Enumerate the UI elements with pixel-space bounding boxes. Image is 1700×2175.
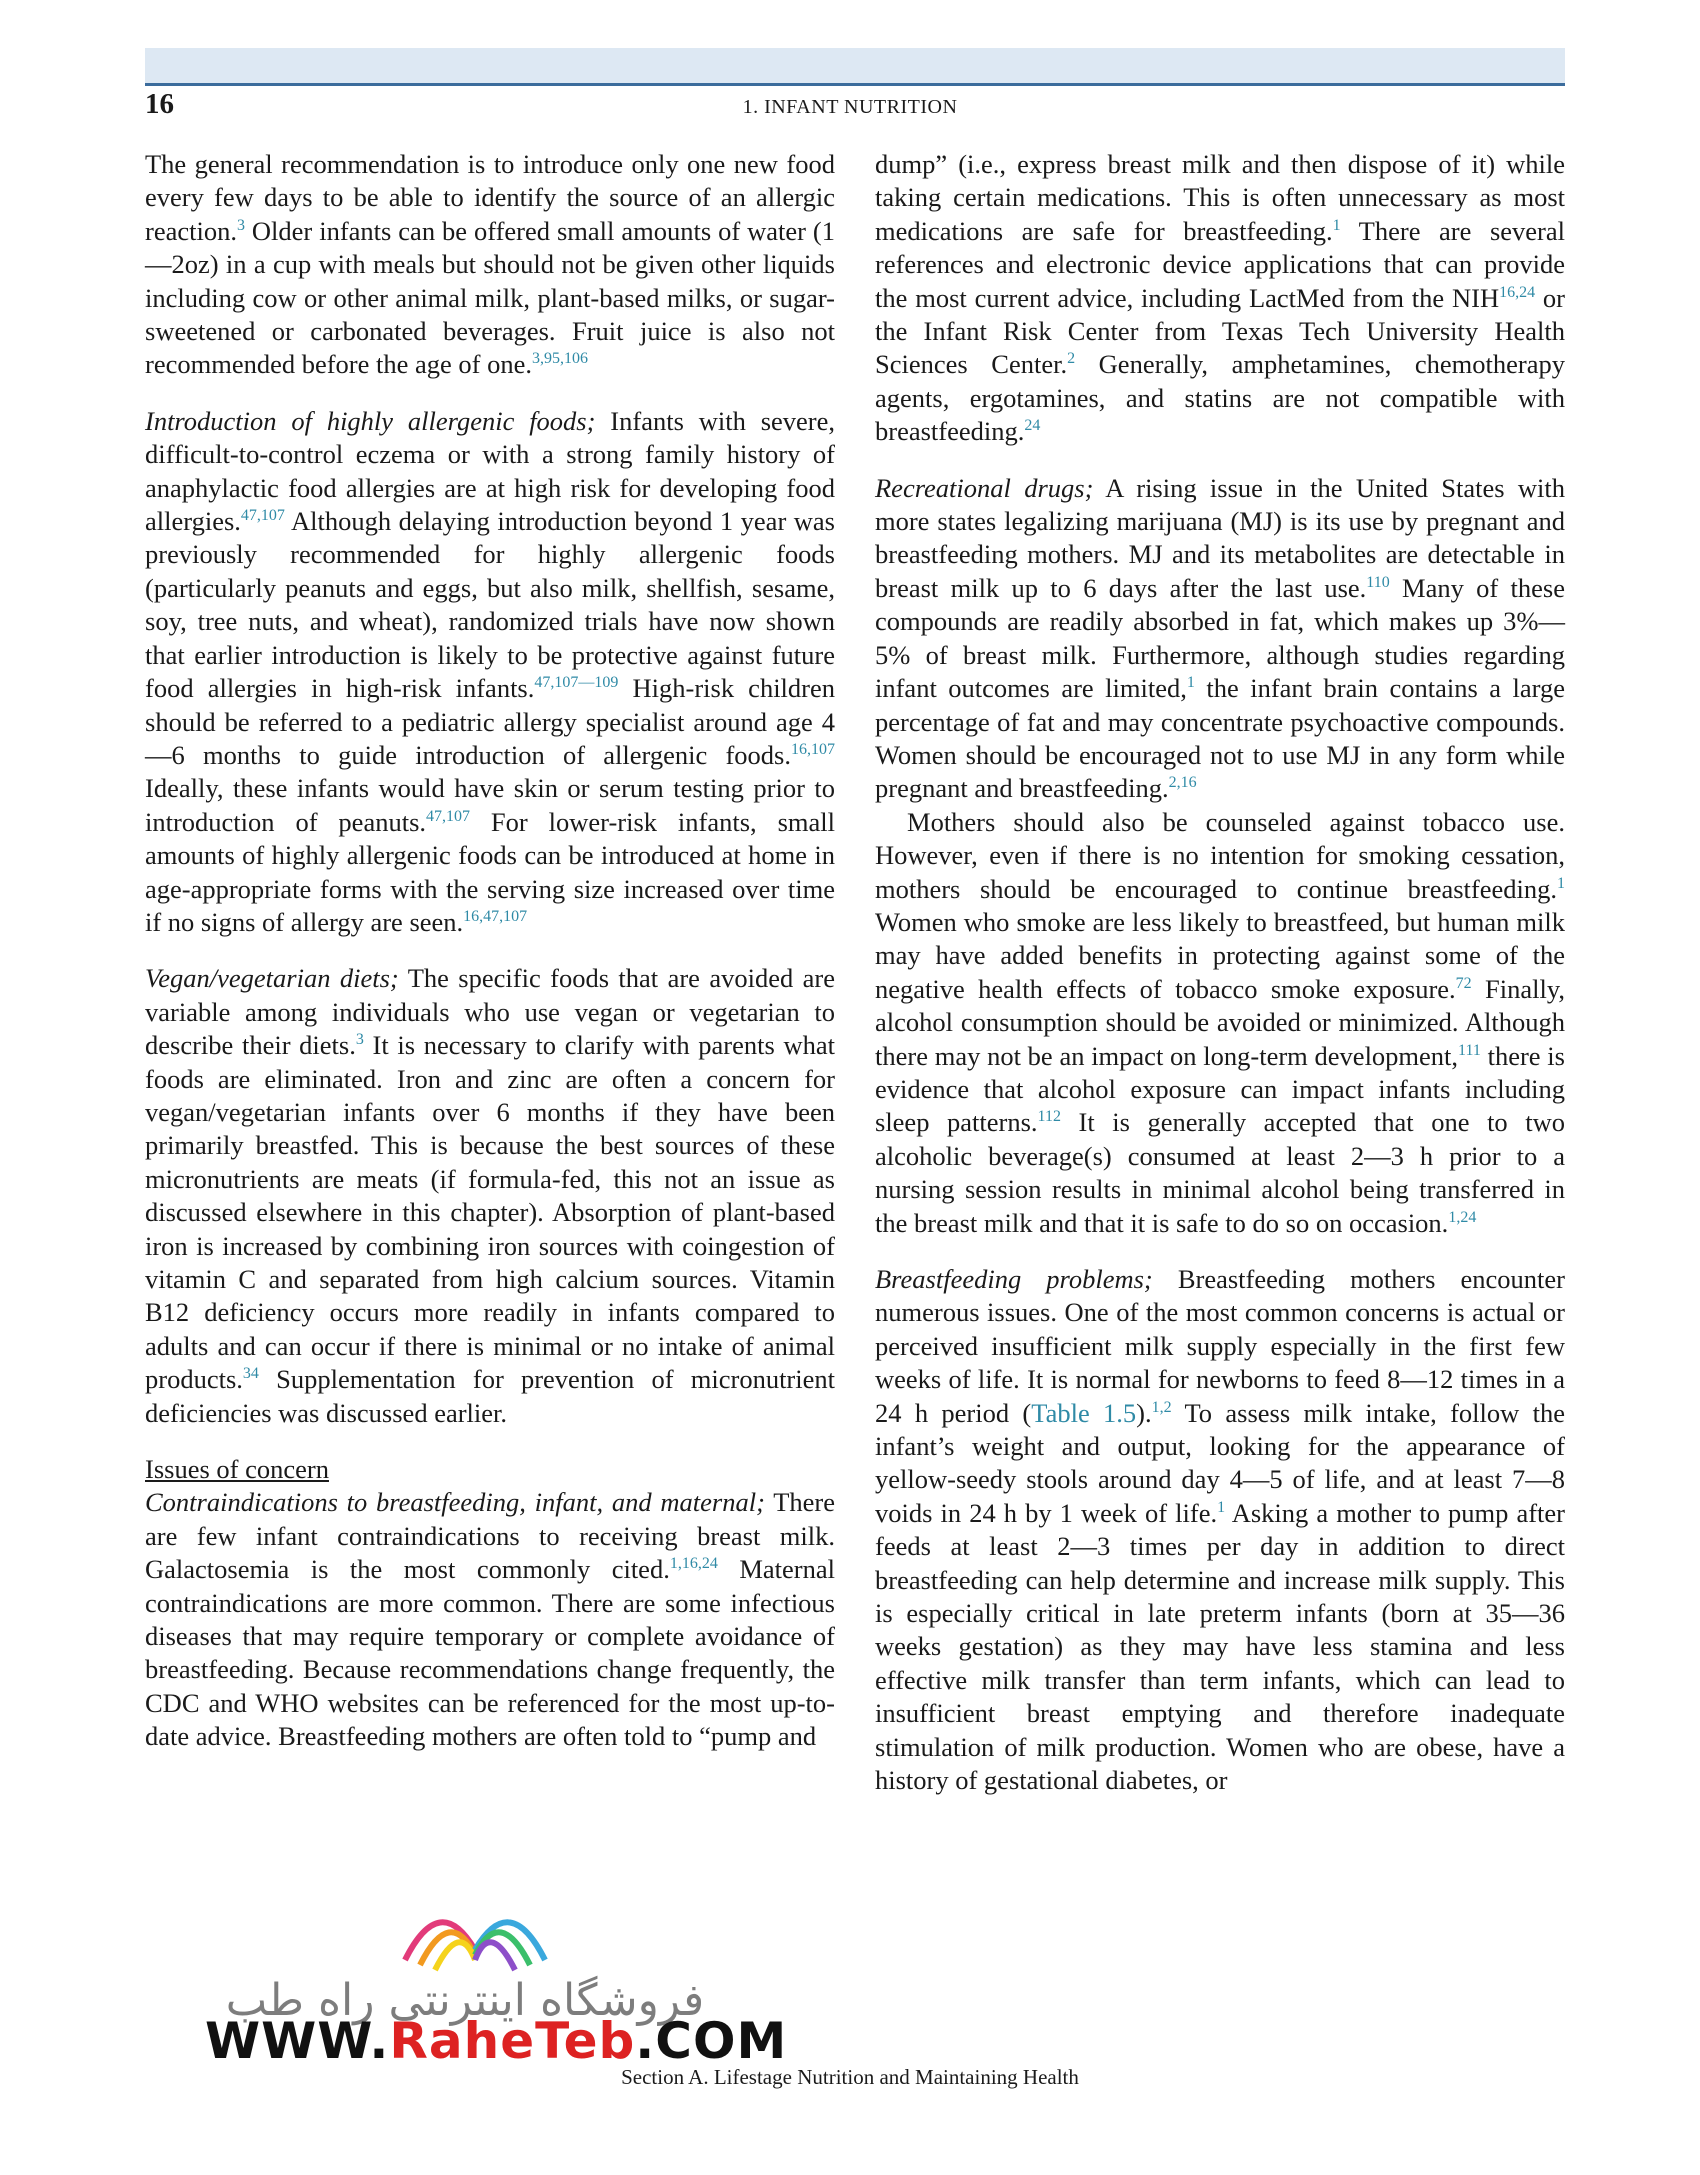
run-in-heading: Introduction of highly allergenic foods; xyxy=(145,405,596,436)
left-column xyxy=(145,148,835,1754)
citation[interactable]: 2,16 xyxy=(1168,774,1197,792)
citation[interactable]: 34 xyxy=(242,1365,259,1383)
citation[interactable]: 47,107 xyxy=(240,507,285,525)
citation[interactable]: 16,107 xyxy=(791,740,835,758)
citation[interactable]: 24 xyxy=(1024,417,1041,435)
right-column xyxy=(875,148,1565,1798)
citation[interactable]: 3 xyxy=(355,1031,364,1049)
paragraph: Introduction of highly allergenic foods; Infants with severe, difficult-to-control eczema or with a strong family history of anaphylactic food allergies are at high risk for developing food allergies.$^{47,107}$ Although delaying introduction beyond 1 year was previously recommended for highly allergenic foods (particularly peanuts and eggs, but also milk, shellfish, sesame, soy, tree nuts, and wheat), randomized trials have now shown that earlier introduction is likely to be protective against future food allergies in high-risk infants.$^{47,107—109}$ High-risk children should be referred to a pediatric allergy specialist around age 4—6 months to guide introduction of allergenic foods.$^{16,107}$ Ideally, these infants would have skin or serum testing prior to introduction of peanuts.$^{47,107}$ For lower-risk infants, small amounts of highly allergenic foods can be introduced at home in age-appropriate forms with the serving size increased over time if no signs of allergy are seen.$^{16,47,107}$ xyxy=(145,405,836,937)
citation[interactable]: 47,107 xyxy=(426,807,471,825)
citation[interactable]: 72 xyxy=(1455,974,1472,992)
paragraph: The general recommendation is to introduce only one new food every few days to be able to identify the source of an allergic reaction.$^3$ Older infants can be offered small amounts of water (1—2oz) in a cup with meals but should not be given other liquids including cow or other animal milk, plant-based milks, or sugar-sweetened or carbonated beverages. Fruit juice is also not recommended before the age of one.$^{3,95,106}$ xyxy=(145,149,835,380)
page-number: 16 xyxy=(145,88,174,120)
run-in-heading: Breastfeeding problems; xyxy=(875,1264,1153,1294)
citation[interactable]: 110 xyxy=(1366,573,1390,591)
book-icon xyxy=(405,1922,545,1970)
running-head: 1. INFANT NUTRITION xyxy=(742,96,958,118)
citation[interactable]: 111 xyxy=(1458,1041,1481,1059)
paragraph: Mothers should also be counseled against tobacco use. However, even if there is no intention for smoking cessation, mothers should be encouraged to continue breastfeeding.$^1$ Women who smoke are less likely to breastfeed, but human milk may have added benefits in protecting against some of the negative health effects of tobacco smoke exposure.$^{72}$ Finally, alcohol consumption should be avoided or minimized. Although there may not be an impact on long-term development,$^{111}$ there is evidence that alcohol exposure can impact infants including sleep patterns.$^{112}$ It is generally accepted that one to two alcoholic beverage(s) consumed at least 2—3 h prior to a nursing session results in minimal alcohol being transferred in the breast milk and that it is safe to do so on occasion.$^{1,24}$ xyxy=(875,806,1566,1238)
citation[interactable]: 16,47,107 xyxy=(463,907,528,925)
citation[interactable]: 1 xyxy=(1217,1498,1226,1516)
citation[interactable]: 1,16,24 xyxy=(669,1555,718,1573)
run-in-heading: Vegan/vegetarian diets; xyxy=(145,963,399,994)
paragraph: Vegan/vegetarian diets; The specific foods that are avoided are variable among individuals who use vegan or vegetarian to describe their diets.$^3$ It is necessary to clarify with parents what foods are eliminated. Iron and zinc are often a concern for vegan/vegetarian infants over 6 months if they have been primarily breastfed. This is because the best sources of these micronutrients are meats (if formula-fed, this not an issue as discussed elsewhere in this chapter). Absorption of plant-based iron is increased by combining iron sources with coingestion of vitamin C and separated from high calcium sources. Vitamin B12 deficiency occurs more readily in infants compared to adults and can occur if there is minimal or no intake of animal products.$^{34}$ Supplementation for prevention of micronutrient deficiencies was discussed earlier. xyxy=(145,963,836,1428)
header-bar xyxy=(145,48,1565,86)
watermark-url: WWW.RaheTeb.COM xyxy=(205,2012,788,2070)
citation[interactable]: 3,95,106 xyxy=(532,350,589,368)
paragraph: Breastfeeding problems; Breastfeeding mothers encounter numerous issues. One of the most common concerns is actual or perceived insufficient milk supply especially in the first few weeks of life. It is normal for newborns to feed 8—12 times in a 24 h period (Table 1.5).$^{1,2}$ To assess milk intake, follow the infant’s weight and output, looking for the appearance of yellow-seedy stools around day 4—5 of life, and at least 7—8 voids in 24 h by 1 week of life.$^1$ Asking a mother to pump after feeds at least 2—3 times per day in addition to direct breastfeeding can help determine and increase milk supply. This is especially critical in late preterm infants (born at 35—36 weeks gestation) as they may have less stamina and less effective milk transfer than term infants, which can lead to insufficient breast emptying and therefore inadequate stimulation of milk production. Women who are obese, have a history of gestational diabetes, or xyxy=(875,1264,1565,1796)
citation[interactable]: 2 xyxy=(1067,350,1076,368)
citation[interactable]: 3 xyxy=(236,216,245,234)
section-heading: Issues of concern xyxy=(145,1454,329,1485)
paragraph: Contraindications to breastfeeding, infant, and maternal; There are few infant contraindications to receiving breast milk. Galactosemia is the most commonly cited.$^{1,16,24}$ Maternal contraindications are more common. There are some infectious diseases that may require temporary or complete avoidance of breastfeeding. Because recommendations change frequently, the CDC and WHO websites can be referenced for the most up-to-date advice. Breastfeeding mothers are often told to “pump and xyxy=(145,1487,835,1752)
citation[interactable]: 112 xyxy=(1037,1108,1061,1126)
watermark-persian-text: فروشگاه اینترنتی راه طب xyxy=(225,1975,705,2026)
citation[interactable]: 1 xyxy=(1557,874,1565,892)
table-link[interactable]: Table 1.5 xyxy=(1031,1397,1137,1428)
citation[interactable]: 1 xyxy=(1332,216,1341,234)
citation[interactable]: 1 xyxy=(1186,674,1195,692)
paragraph: dump” (i.e., express breast milk and then dispose of it) while taking certain medications. This is often unnecessary as most medications are safe for breastfeeding.$^1$ There are several references and electronic device applications that can provide the most current advice, including LactMed from the NIH$^{16,24}$ or the Infant Risk Center from Texas Tech University Health Sciences Center.$^2$ Generally, amphetamines, chemotherapy agents, ergotamines, and statins are not compatible with breastfeeding.$^{24}$ xyxy=(875,149,1565,447)
run-in-heading: Contraindications to breastfeeding, infant, and maternal; xyxy=(145,1487,765,1518)
run-in-heading: Recreational drugs; xyxy=(875,472,1094,503)
paragraph: Recreational drugs; A rising issue in the United States with more states legalizing marijuana (MJ) is its use by pregnant and breastfeeding mothers. MJ and its metabolites are detectable in breast milk up to 6 days after the last use.$^{110}$ Many of these compounds are readily absorbed in fat, which makes up 3%—5% of breast milk. Furthermore, although studies regarding infant outcomes are limited,$^1$ the infant brain contains a large percentage of fat and may concentrate psychoactive compounds. Women should be encouraged not to use MJ in any form while pregnant and breastfeeding.$^{2,16}$ xyxy=(875,472,1565,804)
page-footer: Section A. Lifestage Nutrition and Maintaining Health xyxy=(621,2065,1079,2089)
citation[interactable]: 1,24 xyxy=(1448,1208,1477,1226)
citation[interactable]: 1,2 xyxy=(1151,1398,1172,1416)
citation[interactable]: 47,107—109 xyxy=(534,674,619,692)
citation[interactable]: 16,24 xyxy=(1499,283,1536,301)
